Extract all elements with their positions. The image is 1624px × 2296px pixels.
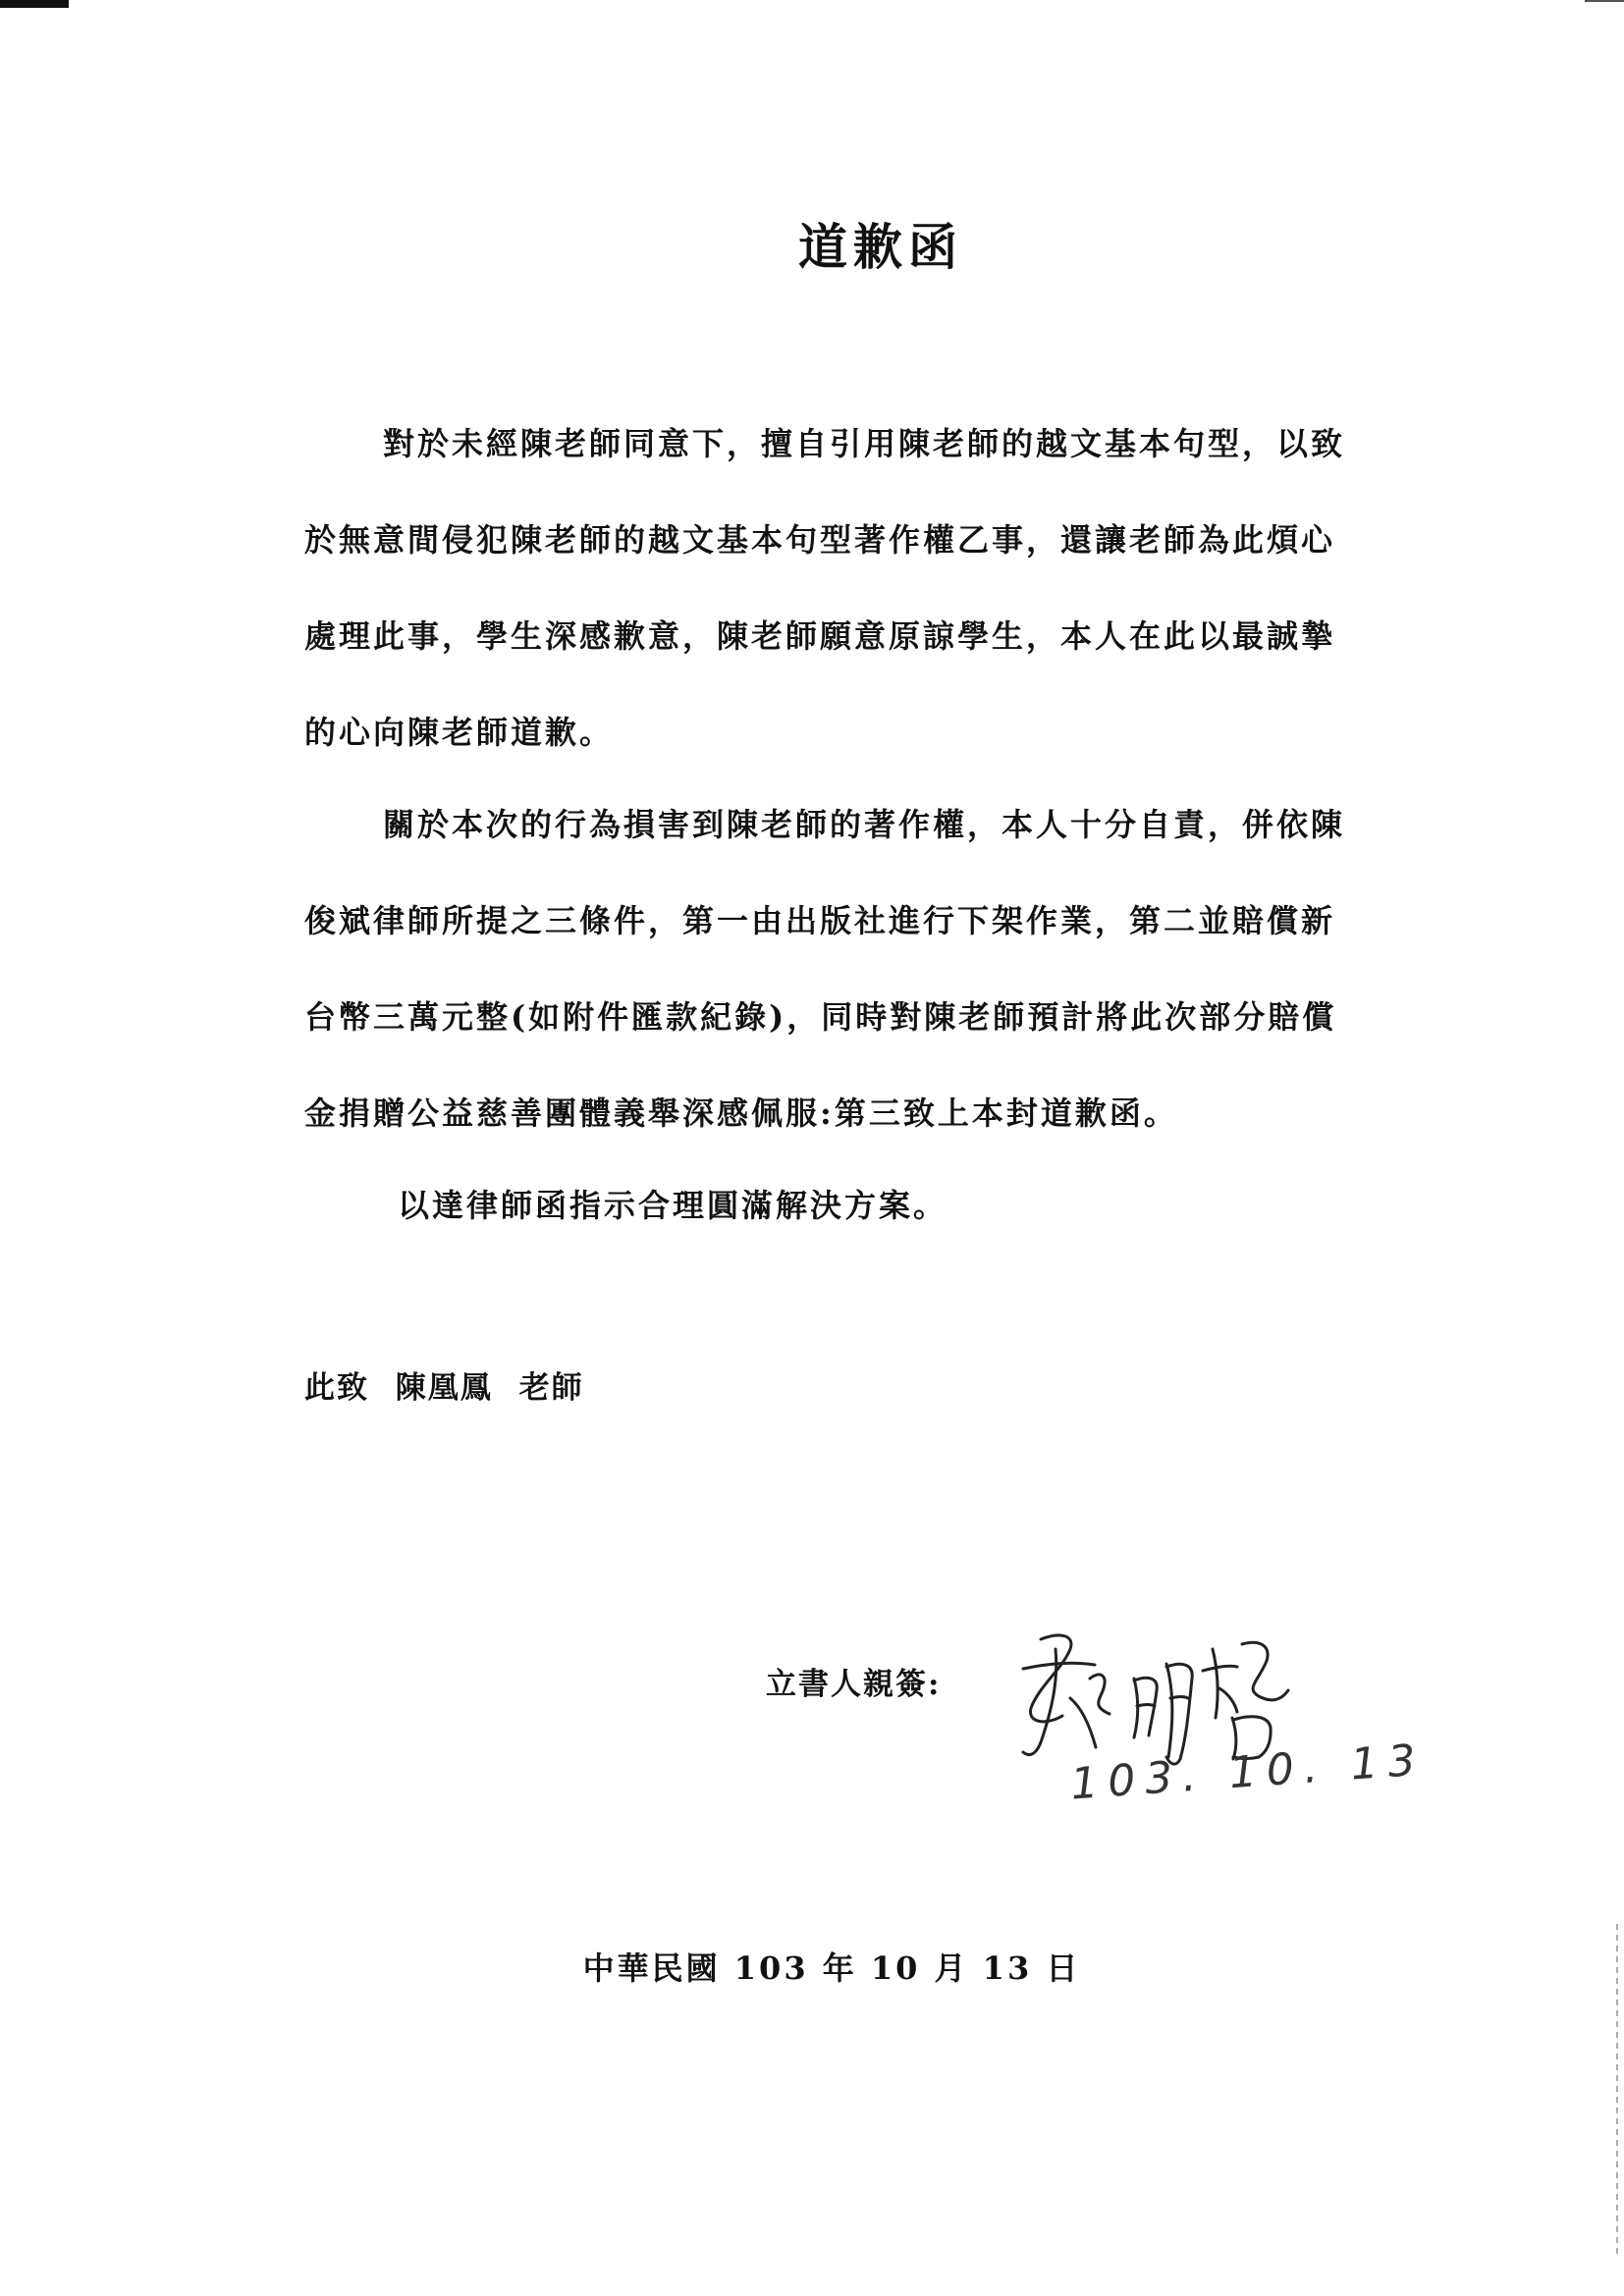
- recipient-name: 陳凰鳳: [395, 1370, 493, 1406]
- scan-artifact: [1585, 0, 1624, 12]
- paragraph-line: 處理此事，學生深感歉意，陳老師願意原諒學生，本人在此以最誠摯: [304, 617, 1336, 655]
- recipient-honorific: 老師: [518, 1370, 584, 1406]
- letter-title: 道歉函: [798, 218, 963, 276]
- paragraph-line: 台幣三萬元整(如附件匯款紀錄)，同時對陳老師預計將此次部分賠償: [304, 998, 1337, 1036]
- scan-artifact: [0, 0, 69, 8]
- paragraph-line: 對於未經陳老師同意下，擅自引用陳老師的越文基本句型，以致: [383, 425, 1346, 462]
- handwritten-date: 103. 10. 13: [1068, 1735, 1428, 1810]
- paragraph-line: 俊斌律師所提之三條件，第一由出版社進行下架作業，第二並賠償新: [304, 902, 1336, 939]
- signer-label: 立書人親簽:: [766, 1667, 942, 1702]
- closing-prefix: 此致: [304, 1370, 369, 1406]
- closing-line: [304, 1362, 598, 1407]
- paragraph-line: 金捐贈公益慈善團體義舉深感佩服:第三致上本封道歉函。: [304, 1095, 1178, 1132]
- paragraph-line: 於無意間侵犯陳老師的越文基本句型著作權乙事，還讓老師為此煩心: [304, 521, 1336, 559]
- letter-date: 中華民國 103 年 10 月 13 日: [582, 1949, 1081, 1987]
- paragraph-line: 的心向陳老師道歉。: [304, 714, 615, 751]
- paragraph-line: 關於本次的行為損害到陳老師的著作權，本人十分自責，併依陳: [383, 806, 1346, 843]
- paragraph-line: 以達律師函指示合理圓滿解決方案。: [398, 1187, 948, 1224]
